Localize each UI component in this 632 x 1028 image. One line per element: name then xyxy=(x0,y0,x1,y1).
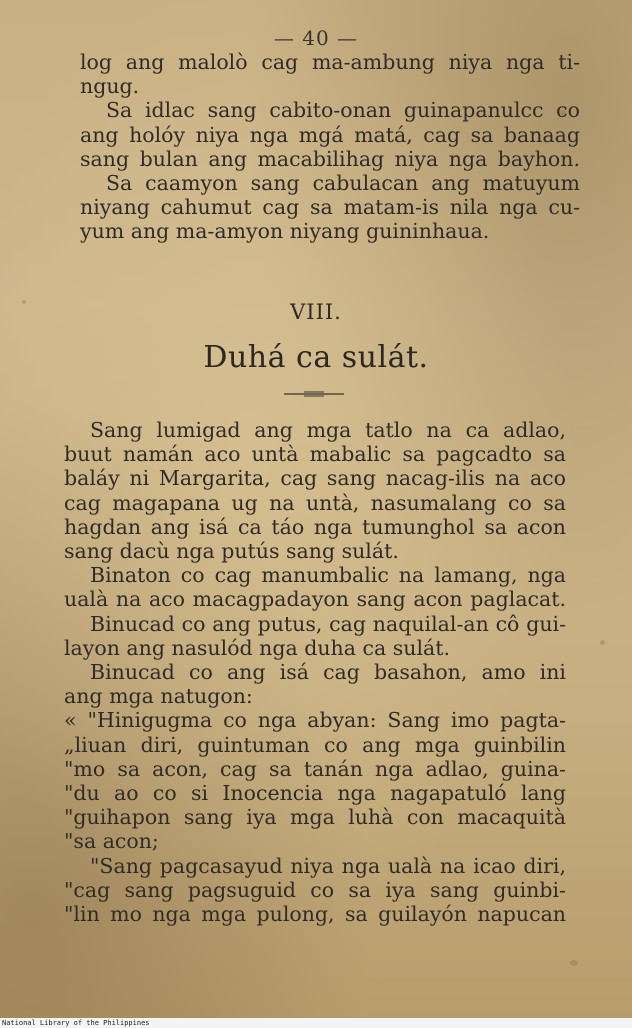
text-line: yum ang ma-amyon niyang guininhaua. xyxy=(80,219,490,244)
text-line: baláy ni Margarita, cag sang nacag-ilis na aco xyxy=(64,466,566,491)
text-line: Sa idlac sang cabito-onan guinapanulcc co xyxy=(106,98,580,123)
scan-credit: National Library of the Philippines xyxy=(0,1018,632,1028)
text-line: "mo sa acon, cag sa tanán nga adlao, guina- xyxy=(64,756,566,781)
text-line: cag magapana ug na untà, nasumalang co sa xyxy=(64,490,566,515)
text-line: ang holóy niya nga mgá matá, cag sa banaag xyxy=(80,122,580,147)
text-line: "sa acon; xyxy=(64,829,159,854)
text-line: Sa caamyon sang cabulacan ang matuyum xyxy=(106,171,580,196)
ornament-divider-icon xyxy=(284,390,344,398)
text-line: Sang lumigad ang mga tatlo na ca adlao, xyxy=(90,418,566,442)
text-line: "cag sang pagsuguid co sa iya sang guinbi- xyxy=(64,877,566,902)
chapter-title: Duhá ca sulát. xyxy=(203,340,429,375)
text-line: ngug. xyxy=(80,74,140,99)
text-line: sang bulan ang macabilihag niya nga bayhon. xyxy=(80,146,580,171)
text-line: Binaton co cag manumbalic na lamang, nga xyxy=(90,563,566,588)
text-line: buut namán aco untà mabalic sa pagcadto sa xyxy=(64,442,566,467)
text-line: „liuan diri, guintuman co ang mga guinbilin xyxy=(64,732,566,757)
text-line: hagdan ang isá ca táo nga tumunghol sa acon xyxy=(64,514,566,539)
text-line: log ang malolò cag ma-ambung niya nga ti- xyxy=(80,50,580,74)
text-line: « "Hinigugma co nga abyan: Sang imo pagta- xyxy=(64,708,566,733)
page-number: — 40 — xyxy=(273,26,359,50)
text-line: "du ao co si Inocencia nga nagapatuló lang xyxy=(64,781,566,806)
text-line: "guihapon sang iya mga luhà con macaquità xyxy=(64,805,566,830)
text-line: Binucad co ang isá cag basahon, amo ini xyxy=(90,660,566,685)
text-line: Binucad co ang putus, cag naquilal-an cô gui- xyxy=(90,611,566,636)
text-line: sang dacù nga putús sang sulát. xyxy=(64,539,399,564)
text-line: "Sang pagcasayud niya nga ualà na icao diri, xyxy=(90,853,566,878)
text-line: layon ang nasulód nga duha ca sulát. xyxy=(64,635,450,660)
paper-stain xyxy=(600,640,605,645)
paper-stain xyxy=(570,960,578,966)
chapter-number: VIII. xyxy=(290,300,342,324)
main-paragraphs xyxy=(64,418,566,926)
text-line: niyang cahumut cag sa matam-is nila nga cu- xyxy=(80,195,580,220)
top-paragraphs xyxy=(80,50,580,244)
text-line: ualà na aco macagpadayon sang acon paglacat. xyxy=(64,587,566,612)
text-line: "lin mo nga mga pulong, sa guilayón napucan xyxy=(64,902,566,927)
text-line: ang mga natugon: xyxy=(64,684,253,709)
